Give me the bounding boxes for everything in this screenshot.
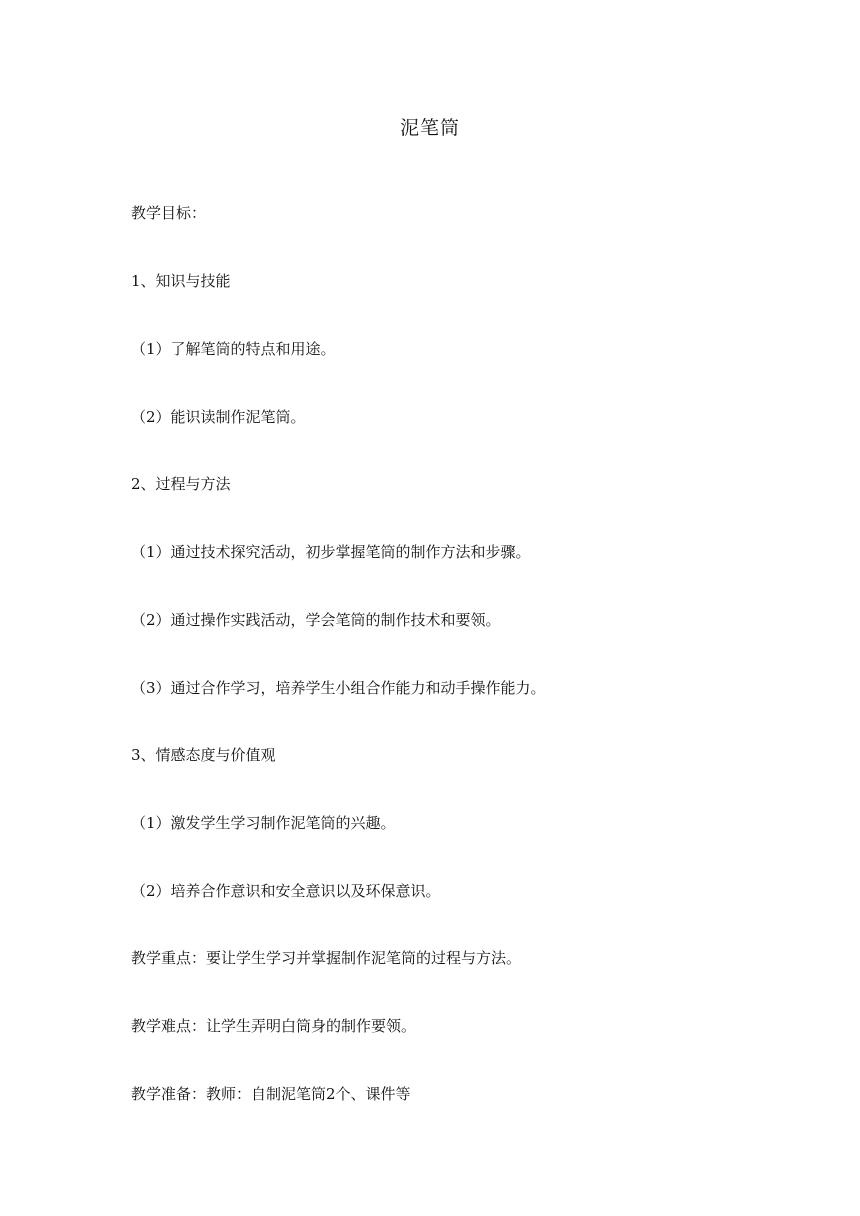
teaching-preparation: 教学准备：教师：自制泥笔筒2个、课件等 <box>131 1085 411 1103</box>
objective-item: （2）通过操作实践活动，学会笔筒的制作技术和要领。 <box>131 611 501 629</box>
objective-item: （1）激发学生学习制作泥笔筒的兴趣。 <box>131 814 396 832</box>
teaching-difficulties: 教学难点：让学生弄明白筒身的制作要领。 <box>131 1017 417 1035</box>
document-title: 泥笔筒 <box>399 117 460 139</box>
objective-heading-knowledge: 1、知识与技能 <box>131 272 231 290</box>
objective-heading-process: 2、过程与方法 <box>131 475 231 493</box>
objective-item: （3）通过合作学习，培养学生小组合作能力和动手操作能力。 <box>131 679 546 697</box>
teaching-key-points: 教学重点：要让学生学习并掌握制作泥笔筒的过程与方法。 <box>131 949 522 967</box>
objective-item: （2）培养合作意识和安全意识以及环保意识。 <box>131 882 441 900</box>
objective-item: （2）能识读制作泥笔筒。 <box>131 408 306 426</box>
objective-heading-attitude: 3、情感态度与价值观 <box>131 746 276 764</box>
objective-item: （1）了解笔筒的特点和用途。 <box>131 340 336 358</box>
objective-item: （1）通过技术探究活动，初步掌握笔筒的制作方法和步骤。 <box>131 543 531 561</box>
section-heading-objectives: 教学目标： <box>131 204 207 222</box>
